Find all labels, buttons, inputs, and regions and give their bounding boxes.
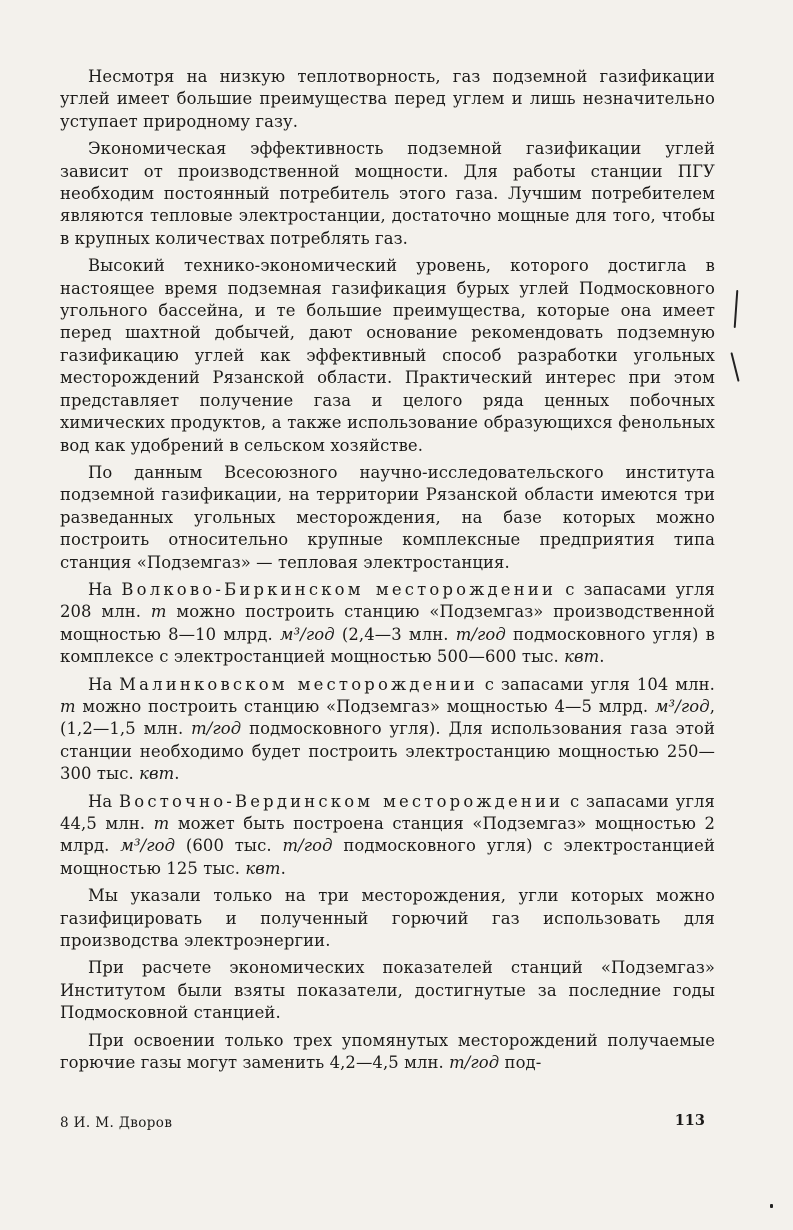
deposit-name: Восточно-Вердинском месторождении [119, 791, 564, 811]
paragraph-deposit-volkovo: На Волково-Биркинском месторождении с запасами угля 208 млн. т можно построить станцию «Подземгаз» производственной мощностью 8—10 млрд. м³/год (2,4—3 млн. т/год подмосковного угля) в комплексе с электростанцией мощностью 500—600 тыс. квт. [60, 579, 715, 667]
paragraph-efficiency: Экономическая эффективность подземной газификации углей зависит от производственной мощности. Для работы станции ПГУ необходим постоянный потребитель этого газа. Лучшим потребителем являются тепловые электростанции, достаточно мощные для того, чтобы в крупных количествах потреблять газ. [60, 139, 715, 248]
margin-pencil-mark [730, 352, 739, 382]
paragraph-intro: Несмотря на низкую теплотворность, газ подземной газификации углей имеет большие преимущества перед углем и лишь незначительно уступает природному газу. [60, 67, 715, 131]
page-body [60, 66, 715, 1079]
page-number: 113 [674, 1112, 705, 1129]
margin-pencil-mark [734, 290, 739, 328]
printer-signature: 8 И. М. Дворов [60, 1115, 173, 1131]
paragraph-technical-level: Высокий технико-экономический уровень, которого достигла в настоящее время подземная газификация бурых углей Подмосковного угольного бассейна, и те большие преимущества, которые она имеет перед шахтной добычей, дают основание рекомендовать подземную газификацию углей как эффективный способ разработки угольных месторождений Рязанской области. Практический интерес при этом представляет получение газа и целого ряда ценных побочных химических продуктов, а также использование образующихся фенольных вод как удобрений в сельском хозяйстве. [60, 256, 715, 455]
paragraph-institute-data: По данным Всесоюзного научно-исследовательского института подземной газификации, на территории Рязанской области имеются три разведанных угольных месторождения, на базе которых можно построить относительно крупные комплексные предприятия типа станция «Подземгаз» — тепловая электростанция. [60, 462, 715, 572]
paragraph-deposit-malinkovo: На Малинковском месторождении с запасами угля 104 млн. т можно построить станцию «Подземгаз» мощностью 4—5 млрд. м³/год, (1,2—1,5 млн. т/год подмосковного угля). Для использования газа этой станции необходимо будет построить электростанцию мощностью 250—300 тыс. квт. [60, 674, 715, 784]
paragraph-deposit-vostochno-verdinskoe: На Восточно-Вердинском месторождении с запасами угля 44,5 млн. т может быть построена станция «Подземгаз» мощностью 2 млрд. м³/год (600 тыс. т/год подмосковного угля) с электростанцией мощностью 125 тыс. квт. [60, 791, 715, 878]
deposit-name: Малинковском месторождении [119, 674, 478, 694]
scan-speck [770, 1204, 773, 1208]
deposit-name: Волково-Биркинском месторождении [121, 579, 557, 599]
paragraph-three-deposits: Мы указали только на три месторождения, угли которых можно газифицировать и полученный горючий газ использовать для производства электроэнергии. [60, 886, 715, 951]
paragraph-gas-replacement: При освоении только трех упомянутых месторождений получаемые горючие газы могут заменить 4,2—4,5 млн. т/год под- [60, 1030, 715, 1073]
paragraph-economic-indicators: При расчете экономических показателей станций «Подземгаз» Институтом были взяты показатели, достигнутые за последние годы Подмосковной станцией. [60, 958, 715, 1023]
